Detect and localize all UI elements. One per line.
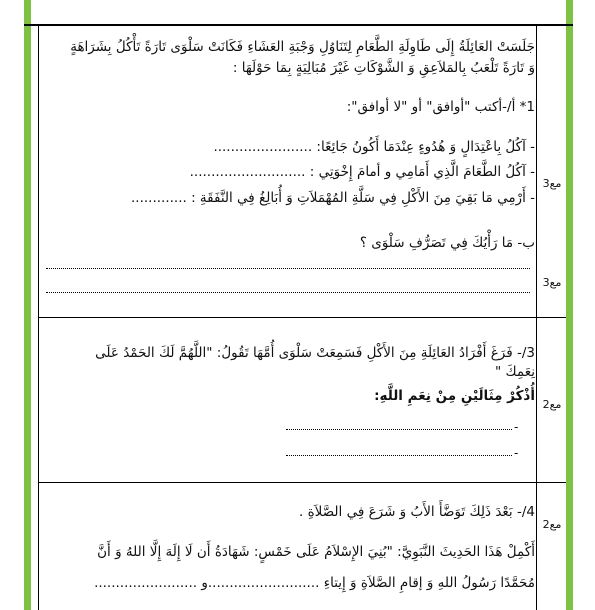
q3-answer-dash-2: - — [514, 446, 519, 460]
q1b-question: ب- مَا رَأْيُكَ فِي تَصَرُّفِ سَلْوَى ؟ — [359, 235, 535, 251]
q1-item-3: - أَرْمِي مَا بَقِيَ مِنَ الأَكْلِ فِي سَلَّةِ المُهْمَلاَتِ وَ أُبَالِغُ فِي النَّفَقَةِ : ............. — [131, 190, 535, 206]
q3-line-3: أُذْكُرْ مِثَالَيْنِ مِنْ نِعَمِ اللَّهِ: — [374, 388, 535, 404]
section-divider-2 — [38, 482, 566, 483]
q4-line-2: أَكْمِلْ هَذَا الحَدِيثَ النَّبَوِيَّ: "بُنِيَ الإِسْلاَمُ عَلَى خَمْسٍ: شَهَادَةُ أَن لَا إِلَهَ إِلَّا اللهُ وَ أَنَّ — [97, 544, 535, 560]
q3-mark: مع2 — [542, 398, 562, 411]
section-divider-1 — [38, 317, 566, 318]
page-right-border — [566, 0, 573, 610]
q1-instruction: 1* أ/-أكتب "أوافق" أو "لا أوافق": — [346, 99, 535, 115]
q4-line-1: 4/- بَعْدَ ذَلِكَ تَوَضَّأَ الأَبُ وَ شَرَعَ فِي الصَّلاَةِ . — [299, 504, 535, 520]
q4-line-3: مُحَمَّدًا رَسُولُ اللهِ وَ إقامِ الصَّلاَةِ وَ إِيتاءِ ..........................و ........................ — [94, 575, 535, 591]
q1-item-1: - آكُلُ بِاعْتِدَالٍ وَ هُدُوءٍ عِنْدَمَا أَكُونُ جَائِعًا: ....................... — [213, 139, 535, 155]
frame-top-line — [24, 24, 573, 26]
q3-answer-dash-1: - — [514, 420, 519, 434]
q4-mark: مع2 — [542, 518, 562, 531]
q3-line-1: 3/- فَرَغَ أَفْرَادُ العَائِلَةِ مِنَ الأَكْلِ فَسَمِعَتْ سَلْوَى أُمَّهَا تَقُولُ: "اللَّهُمَّ لَكَ الحَمْدُ عَلَى — [95, 345, 535, 361]
page-left-border — [24, 0, 31, 610]
q3-answer-line-2[interactable] — [286, 455, 512, 456]
q3-line-2: نِعَمِكَ " — [495, 364, 535, 380]
q1-mark: مع3 — [542, 177, 562, 190]
passage-line-1: جَلَسَتْ العَائِلَةُ إِلَى طَاوِلَةِ الطَّعَامِ لِتَنَاوُلِ وَجْبَةِ العَشَاءِ فَكَانَتْ سَلْوَى تَارَةً تَأْكُلُ بِشَرَاهَةٍ — [70, 39, 535, 55]
q1b-answer-line-2[interactable] — [46, 292, 530, 293]
q1b-answer-line-1[interactable] — [46, 268, 530, 269]
q1b-mark: مع3 — [542, 276, 562, 289]
q3-answer-line-1[interactable] — [286, 429, 512, 430]
q1-item-2: - آكُلُ الطَّعَامَ الَّذِي أَمَامِي و أمامَ إِخْوَتِي : ........................... — [189, 164, 535, 180]
passage-line-2: وَ تَارَةً تَلْعَبُ بِالمَلاَعِقِ وَ الشَّوْكَاتِ غَيْرَ مُبَالِيَةٍ بِمَا حَوْلَهَا : — [232, 60, 535, 76]
